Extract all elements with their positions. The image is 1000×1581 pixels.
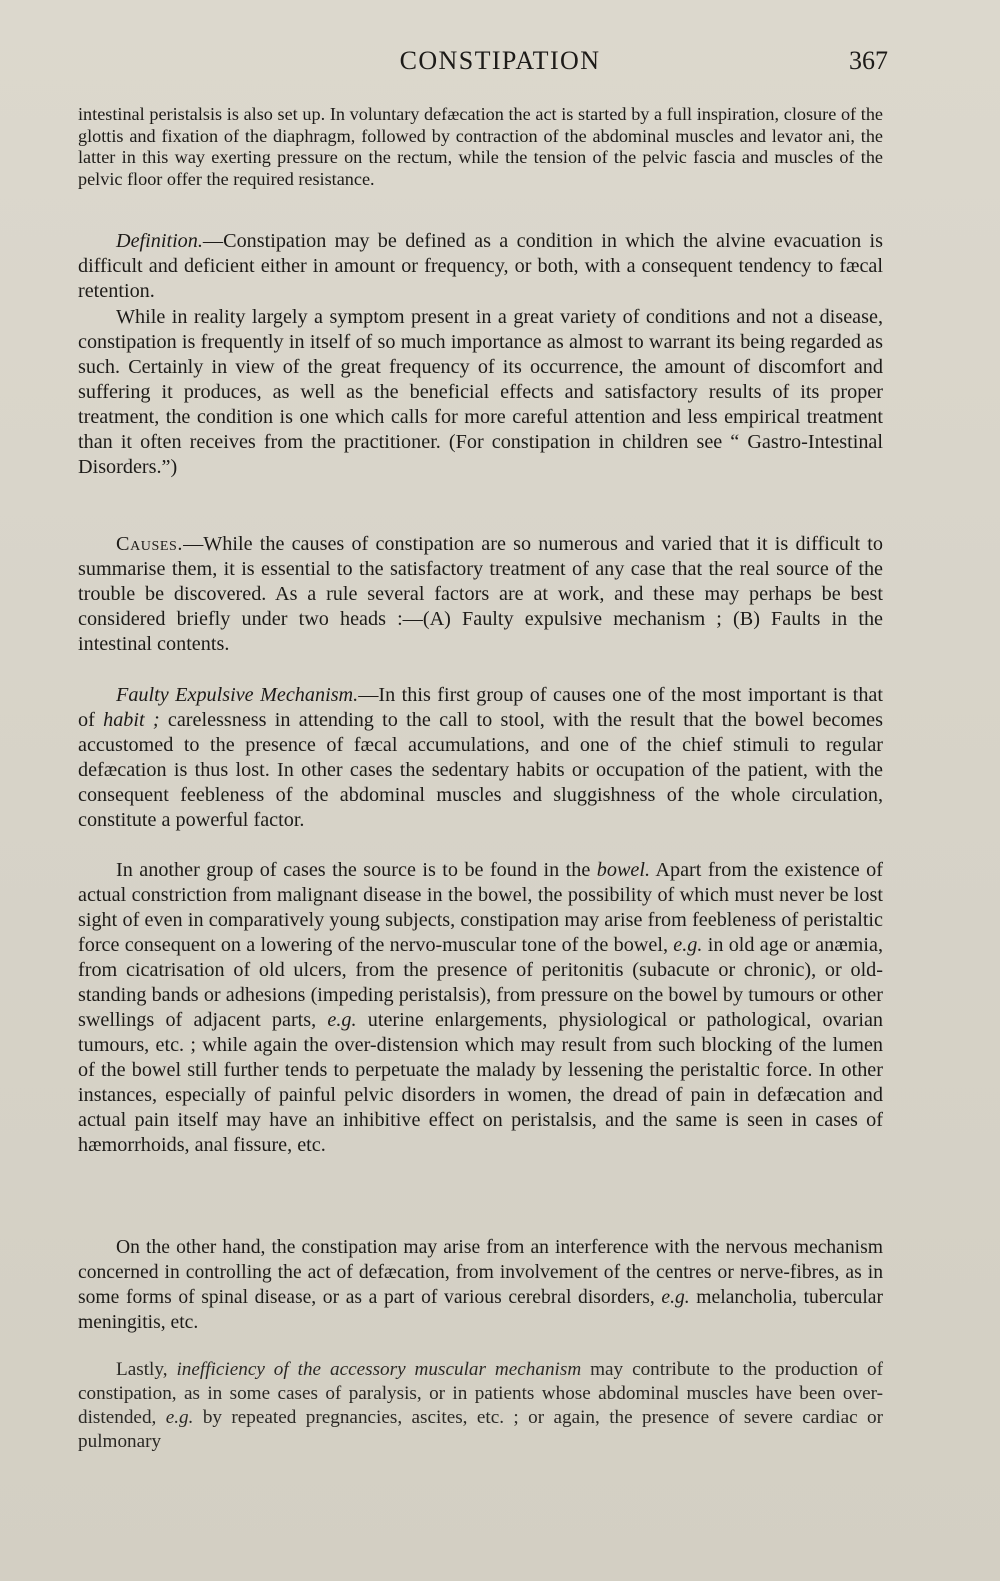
paragraph-text: While in reality largely a symptom present in a great variety of conditions and not a disease, constipation is frequently in itself of so much importance as almost to warrant its being regarded as such. Certainly in view of the great frequency of its occurrence, the amount of discomfort and suffering it produces, as well as the beneficial effects and satisfactory results of its proper treatment, the condition is one which calls for more careful attention and less empirical treatment than it often receives from the practitioner. (For constipation in children see “ Gastro-Intestinal Disorders.”) (78, 306, 883, 478)
paragraph-continuation (78, 104, 883, 190)
page-header (0, 46, 1000, 86)
accessory-emphasis: inefficiency of the accessory muscular mechanism (176, 1359, 582, 1380)
bowel-emphasis: bowel. (596, 859, 651, 881)
causes-text: —While the causes of constipation are so numerous and varied that it is difficult to summarise them, it is essential to the satisfactory treatment of any case that the real source of the trouble be discovered. As a rule several factors are at work, and these may perhaps be best considered briefly under two heads :—(A) Faulty expulsive mechanism ; (B) Faults in the intestinal contents. (78, 533, 883, 655)
paragraph-bowel: In another group of cases the source is to be found in the bowel. Apart from the existence of actual constriction from malignant disease in the bowel, the possibility of which must never be lost sight of even in comparatively young subjects, constipation may arise from feebleness of peristaltic force consequent on a lowering of the nervo-muscular tone of the bowel, e.g. in old age or anæmia, from cicatrisation of old ulcers, from the presence of peritonitis (subacute or chronic), or old-standing bands or adhesions (impeding peristalsis), from pressure on the bowel by tumours or other swellings of adjacent parts, e.g. uterine enlargements, physiological or pathological, ovarian tumours, etc. ; while again the over-distension which may result from such blocking of the lumen of the bowel still further tends to perpetuate the malady by lessening the peristaltic force. In other instances, especially of painful pelvic disorders in women, the dread of pain in defæcation and actual pain itself may have an inhibitive effect on peristalsis, and the same is seen in cases of hæmorrhoids, anal fissure, etc. (78, 859, 884, 1156)
paragraph-faulty-mechanism: Faulty Expulsive Mechanism.—In this first group of causes one of the most important is that of habit ; carelessness in attending to the call to stool, with the result that the bowel becomes accustomed to the presence of fæcal accumulations, and one of the chief stimuli to regular defæcation is thus lost. In other cases the sedentary habits or occupation of the patient, with the consequent feebleness of the abdominal muscles and sluggishness of the whole circulation, constitute a powerful factor. (78, 684, 883, 831)
paragraph-nervous-mechanism: On the other hand, the constipation may arise from an interference with the nervous mechanism concerned in controlling the act of defæcation, from involvement of the centres or nerve-fibres, as in some forms of spinal disease, or as a part of various cerebral disorders, e.g. melancholia, tubercular meningitis, etc. (78, 1237, 883, 1333)
causes-heading: Causes. (116, 533, 184, 555)
paragraph-causes (78, 532, 883, 657)
paragraph-accessory-mechanism: Lastly, inefficiency of the accessory muscular mechanism may contribute to the production of constipation, as in some cases of paralysis, or in patients whose abdominal muscles have been over-distended, e.g. by repeated pregnancies, ascites, etc. ; or again, the presence of severe cardiac or pulmonary (78, 1359, 883, 1452)
definition-text: —Constipation may be defined as a condition in which the alvine evacuation is difficult and deficient either in amount or frequency, or both, with a consequent tendency to fæcal retention. (78, 230, 883, 302)
definition-heading: Definition. (116, 230, 203, 252)
habit-emphasis: habit ; (103, 709, 160, 731)
paragraph-definition (78, 229, 883, 304)
page-number: 367 (849, 46, 888, 75)
paragraph-symptom (78, 305, 883, 480)
faulty-mechanism-heading: Faulty Expulsive Mechanism. (116, 684, 359, 706)
paragraph-text: intestinal peristalsis is also set up. In voluntary defæcation the act is started by a full inspiration, closure of the glottis and fixation of the diaphragm, followed by contraction of the abdominal muscles and levator ani, the latter in this way exerting pressure on the rectum, while the tension of the pelvic fascia and muscles of the pelvic floor offer the required resistance. (78, 104, 883, 189)
running-title: CONSTIPATION (399, 46, 601, 75)
